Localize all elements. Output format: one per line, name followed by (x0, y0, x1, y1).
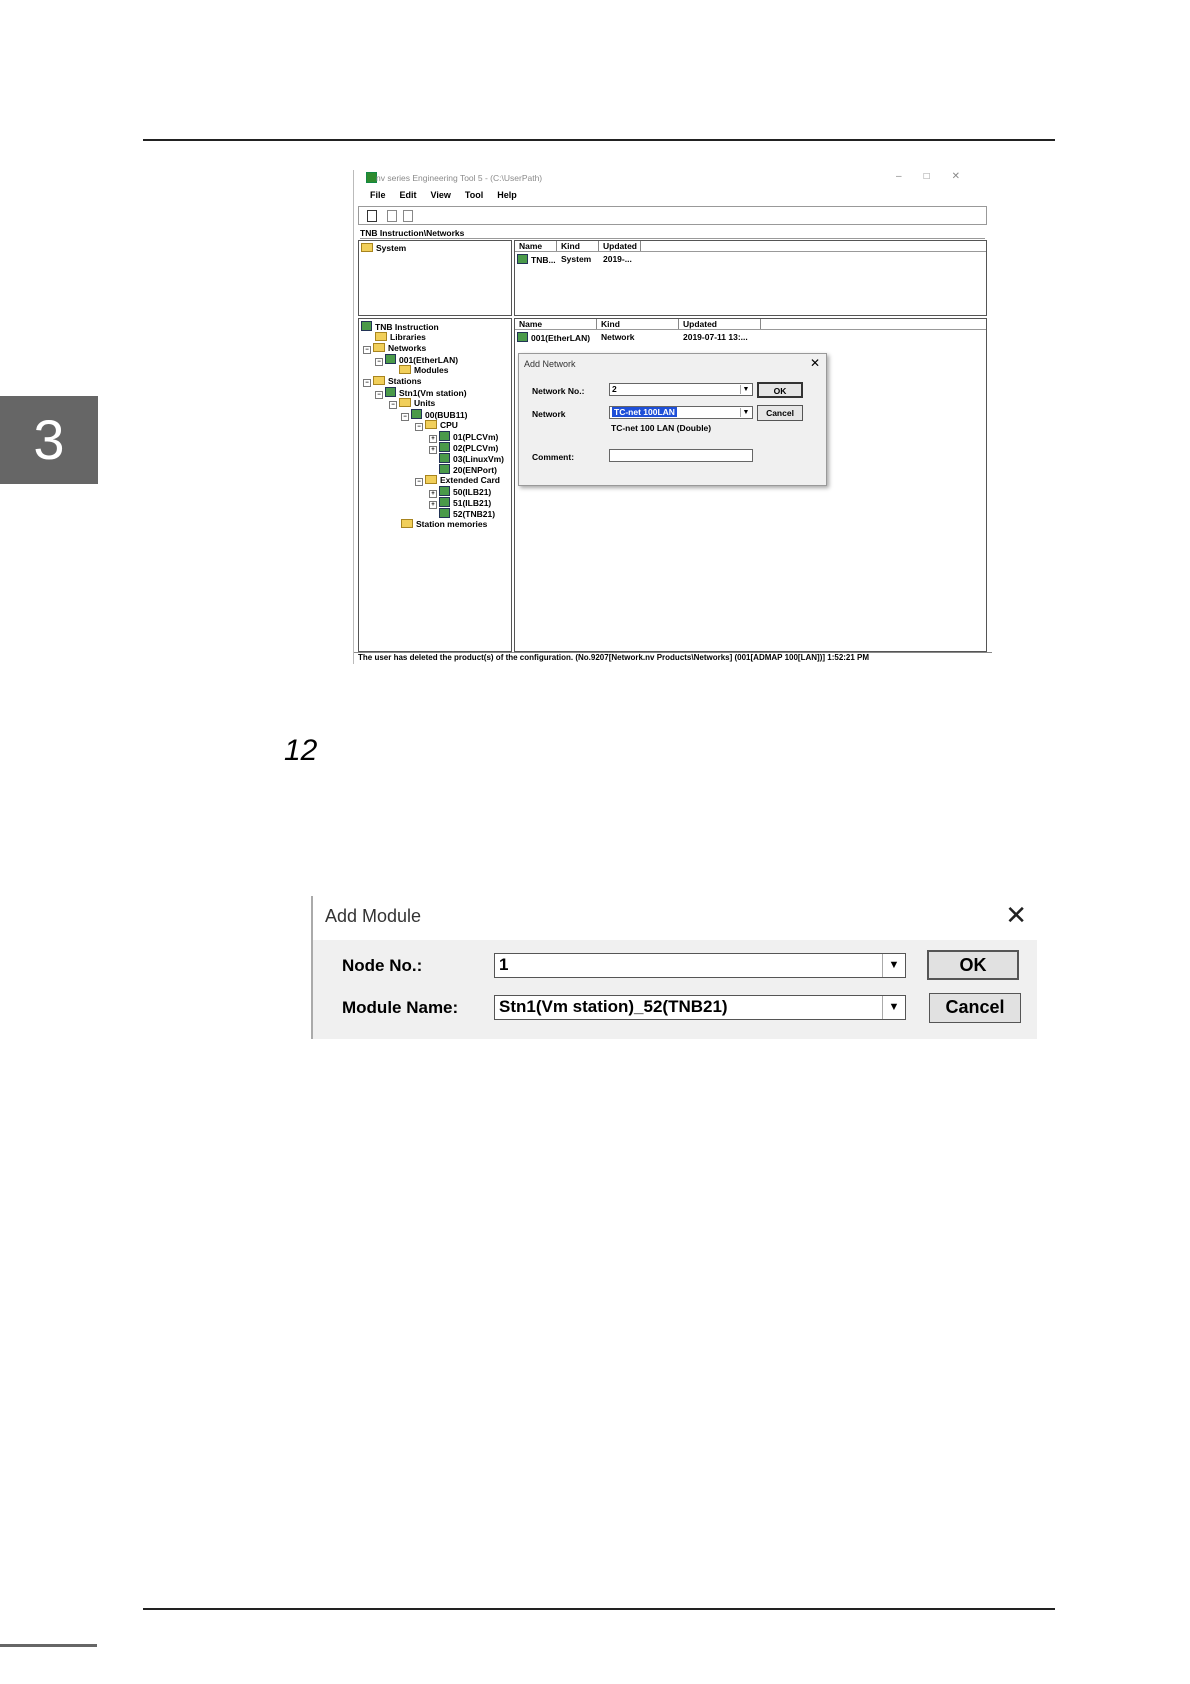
network-no-combo[interactable]: 2 ▼ (609, 383, 753, 396)
cancel-button[interactable]: Cancel (757, 405, 803, 421)
network-no-label: Network No.: (532, 386, 585, 396)
menu-help[interactable]: Help (497, 190, 517, 200)
chapter-tab: 3 (0, 396, 98, 484)
step-number: 12 (284, 734, 318, 767)
folder-icon (373, 343, 385, 352)
module-icon (439, 486, 450, 496)
tree-item-station-memories[interactable]: Station memories (401, 519, 487, 529)
module-icon (439, 464, 450, 474)
add-network-dialog (518, 353, 827, 486)
folder-icon (373, 376, 385, 385)
module-name-combo[interactable]: Stn1(Vm station)_52(TNB21) ▼ (494, 995, 906, 1020)
window-title: nv series Engineering Tool 5 - (C:\UserPath) (376, 173, 543, 183)
tree-item-station1[interactable]: − Stn1(Vm station) (375, 387, 467, 399)
folder-icon (425, 420, 437, 429)
tree-item-cpu[interactable]: − CPU (415, 420, 458, 431)
network-icon (385, 354, 396, 364)
list-item-updated: 2019-07-11 13:... (683, 332, 748, 342)
tree-item-networks[interactable]: − Networks (363, 343, 426, 354)
folder-icon (399, 365, 411, 374)
expand-icon[interactable]: + (429, 435, 437, 443)
network-label: Network (532, 409, 566, 419)
footer-rule (143, 1608, 1055, 1610)
column-kind[interactable]: Kind (597, 319, 679, 329)
list-divider (515, 251, 986, 252)
list-item-kind: Network (601, 332, 635, 342)
tree-item-modules[interactable]: Modules (399, 365, 448, 375)
module-icon (439, 442, 450, 452)
collapse-icon[interactable]: − (363, 379, 371, 387)
menu-bar (354, 190, 992, 203)
column-name[interactable]: Name (515, 319, 597, 329)
close-icon[interactable]: ✕ (1005, 900, 1027, 930)
network-type-combo[interactable]: TC-net 100LAN ▼ (609, 406, 753, 419)
system-icon (517, 254, 528, 264)
column-name[interactable]: Name (515, 241, 557, 251)
folder-icon (401, 519, 413, 528)
collapse-icon[interactable]: − (401, 413, 409, 421)
module-icon (439, 431, 450, 441)
tree-item-cpu1[interactable]: + 01(PLCVm) (429, 431, 498, 443)
list-item-name[interactable]: 001(EtherLAN) (517, 332, 590, 343)
tree-item-cpu3[interactable]: 03(LinuxVm) (439, 453, 504, 464)
tree-item-network-001[interactable]: − 001(EtherLAN) (375, 354, 458, 366)
tree-item-cpu2[interactable]: + 02(PLCVm) (429, 442, 498, 454)
unit-icon (411, 409, 422, 419)
expand-icon[interactable]: + (429, 501, 437, 509)
header-rule (143, 139, 1055, 141)
list-item-updated: 2019-... (603, 254, 632, 264)
expand-icon[interactable]: + (429, 490, 437, 498)
module-icon (439, 497, 450, 507)
chevron-down-icon[interactable]: ▼ (882, 996, 905, 1019)
chevron-down-icon[interactable]: ▼ (740, 408, 751, 417)
tree-item-ext3[interactable]: 52(TNB21) (439, 508, 495, 519)
tree-item-root[interactable]: TNB Instruction (361, 321, 439, 332)
window-controls[interactable]: –□✕ (896, 171, 982, 182)
project-icon (361, 321, 372, 331)
tree-item-cpu4[interactable]: 20(ENPort) (439, 464, 497, 475)
top-list-pane (514, 240, 987, 316)
comment-label: Comment: (532, 452, 575, 462)
status-bar: The user has deleted the product(s) of the configuration. (No.9207[Network.nv Products\Networks] (001[ADMAP 100[LAN])] 1:52:21 PM (354, 652, 992, 662)
comment-field[interactable] (609, 449, 753, 462)
module-icon (439, 453, 450, 463)
menu-edit[interactable]: Edit (399, 190, 417, 200)
tree-item-ext1[interactable]: + 50(ILB21) (429, 486, 491, 498)
module-name-label: Module Name: (342, 998, 459, 1017)
folder-icon (375, 332, 387, 341)
node-no-label: Node No.: (342, 956, 423, 975)
expand-icon[interactable]: + (429, 446, 437, 454)
chevron-down-icon[interactable]: ▼ (740, 385, 751, 394)
collapse-icon[interactable]: − (415, 478, 423, 486)
dialog-title: Add Network (524, 359, 576, 369)
ok-button[interactable]: OK (927, 950, 1019, 980)
tree-item-extended-card[interactable]: − Extended Card (415, 475, 500, 486)
paste-icon[interactable] (403, 210, 413, 222)
module-icon (439, 508, 450, 518)
copy-icon[interactable] (387, 210, 397, 222)
collapse-icon[interactable]: − (363, 346, 371, 354)
tree-item-ext2[interactable]: + 51(ILB21) (429, 497, 491, 509)
toolbar (358, 206, 987, 225)
network-description: TC-net 100 LAN (Double) (611, 423, 712, 433)
tree-item-units[interactable]: − Units (389, 398, 435, 409)
station-icon (385, 387, 396, 397)
network-list-pane (514, 318, 987, 652)
list-item-kind: System (561, 254, 592, 264)
tree-item-unit1[interactable]: − 00(BUB11) (401, 409, 468, 421)
collapse-icon[interactable]: − (415, 423, 423, 431)
folder-icon (399, 398, 411, 407)
new-file-icon[interactable] (367, 210, 377, 222)
top-tree-pane (358, 240, 512, 316)
close-icon[interactable]: ✕ (809, 356, 820, 370)
folder-icon (361, 243, 373, 252)
column-updated[interactable]: Updated (679, 319, 761, 329)
column-updated[interactable]: Updated (599, 241, 641, 251)
list-item-name[interactable]: TNB... (517, 254, 556, 265)
collapse-icon[interactable]: − (375, 358, 383, 366)
footer-bar (0, 1644, 97, 1647)
ok-button[interactable]: OK (757, 382, 803, 398)
collapse-icon[interactable]: − (389, 401, 397, 409)
cancel-button[interactable]: Cancel (929, 993, 1021, 1023)
tree-item-system[interactable]: System (361, 243, 406, 253)
list-divider (515, 329, 986, 330)
add-module-dialog (311, 896, 1037, 1039)
project-tree-pane (358, 318, 512, 652)
folder-icon (425, 475, 437, 484)
dialog-title-bar (313, 896, 1037, 940)
dialog-title: Add Module (325, 906, 422, 926)
tree-item-stations[interactable]: − Stations (363, 376, 422, 387)
menu-view[interactable]: View (430, 190, 451, 200)
menu-tool[interactable]: Tool (464, 190, 484, 200)
collapse-icon[interactable]: − (375, 391, 383, 399)
network-icon (517, 332, 528, 342)
tree-item-libraries[interactable]: Libraries (375, 332, 426, 342)
engineering-tool-window (353, 170, 992, 664)
chevron-down-icon[interactable]: ▼ (882, 954, 905, 977)
breadcrumb-path: TNB Instruction\Networks (360, 228, 985, 239)
node-no-combo[interactable]: 1 ▼ (494, 953, 906, 978)
column-kind[interactable]: Kind (557, 241, 599, 251)
menu-file[interactable]: File (370, 190, 386, 200)
